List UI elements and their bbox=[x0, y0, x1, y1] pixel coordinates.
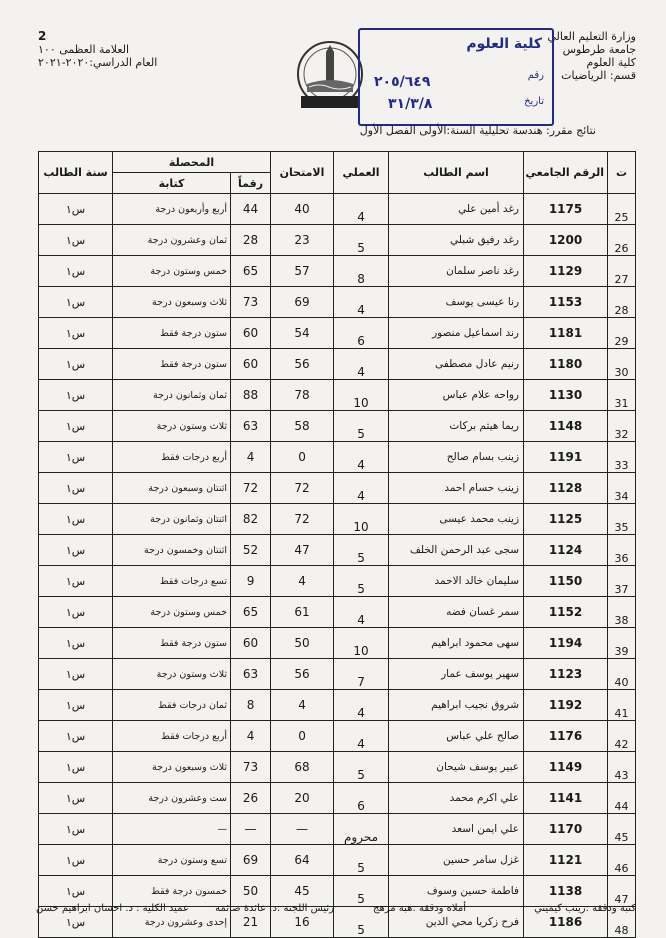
student-year: س١ bbox=[39, 566, 113, 597]
student-name: رغد أمين علي bbox=[389, 194, 524, 225]
col-header-total: المحصلة bbox=[113, 152, 271, 173]
table-row bbox=[39, 659, 636, 690]
exam-mark: 69 bbox=[271, 287, 334, 318]
table-row bbox=[39, 721, 636, 752]
total-mark-words: اثنتان وسبعون درجة bbox=[113, 473, 231, 504]
row-number: 37 bbox=[608, 566, 636, 597]
student-year: س١ bbox=[39, 814, 113, 845]
stamp-date: ٣١/٣/٨ bbox=[388, 96, 433, 112]
exam-mark: 64 bbox=[271, 845, 334, 876]
practical-mark: 4 bbox=[334, 349, 389, 380]
total-mark-words: تسع درجات فقط bbox=[113, 566, 231, 597]
student-name: صالح علي عباس bbox=[389, 721, 524, 752]
row-number: 25 bbox=[608, 194, 636, 225]
practical-mark: 10 bbox=[334, 380, 389, 411]
table-row bbox=[39, 411, 636, 442]
student-name: سهى محمود ابراهيم bbox=[389, 628, 524, 659]
footer-dean: عميد الكلية : د. احسان ابراهيم حسن bbox=[36, 903, 189, 914]
row-number: 27 bbox=[608, 256, 636, 287]
student-id: 1192 bbox=[524, 690, 608, 721]
row-number: 45 bbox=[608, 814, 636, 845]
total-mark-number: 60 bbox=[231, 318, 271, 349]
row-number: 46 bbox=[608, 845, 636, 876]
practical-mark: 4 bbox=[334, 473, 389, 504]
student-id: 1200 bbox=[524, 225, 608, 256]
student-year: س١ bbox=[39, 349, 113, 380]
total-mark-words: ثلاث وسبعون درجة bbox=[113, 287, 231, 318]
total-mark-number: 60 bbox=[231, 349, 271, 380]
practical-mark: 8 bbox=[334, 256, 389, 287]
academic-year: العام الدراسي:٢٠٢٠-٢٠٢١ bbox=[38, 56, 158, 69]
row-number: 26 bbox=[608, 225, 636, 256]
exam-mark: 72 bbox=[271, 504, 334, 535]
student-name: سهير يوسف عمار bbox=[389, 659, 524, 690]
student-name: سليمان خالد الاحمد bbox=[389, 566, 524, 597]
total-mark-words: ستون درجة فقط bbox=[113, 349, 231, 380]
row-number: 47 bbox=[608, 876, 636, 907]
practical-mark: 4 bbox=[334, 442, 389, 473]
registry-stamp bbox=[358, 28, 554, 126]
col-header-id: الرقم الجامعي bbox=[524, 152, 608, 194]
row-number: 39 bbox=[608, 628, 636, 659]
footer-typed-by: كتبه ودققه :زينب كيميني bbox=[534, 903, 636, 914]
student-year: س١ bbox=[39, 535, 113, 566]
stamp-date-label: تاريخ bbox=[524, 96, 544, 107]
exam-mark: — bbox=[271, 814, 334, 845]
practical-mark: 5 bbox=[334, 566, 389, 597]
student-id: 1176 bbox=[524, 721, 608, 752]
table-row bbox=[39, 349, 636, 380]
page-number: 2 bbox=[38, 29, 47, 43]
student-id: 1152 bbox=[524, 597, 608, 628]
exam-mark: 20 bbox=[271, 783, 334, 814]
student-name: سجى عبد الرحمن الخلف bbox=[389, 535, 524, 566]
total-mark-words: ثمان وثمانون درجة bbox=[113, 380, 231, 411]
student-name: فاطمة حسين وسوف bbox=[389, 876, 524, 907]
total-mark-words: ثمان وعشرون درجة bbox=[113, 225, 231, 256]
student-id: 1130 bbox=[524, 380, 608, 411]
table-row bbox=[39, 194, 636, 225]
practical-mark: 4 bbox=[334, 721, 389, 752]
total-mark-words: اثنتان وخمسون درجة bbox=[113, 535, 231, 566]
results-table bbox=[38, 151, 636, 938]
total-mark-number: 9 bbox=[231, 566, 271, 597]
row-number: 36 bbox=[608, 535, 636, 566]
total-mark-words: أربع درجات فقط bbox=[113, 442, 231, 473]
exam-mark: 0 bbox=[271, 442, 334, 473]
row-number: 33 bbox=[608, 442, 636, 473]
max-mark: العلامة العظمى ١٠٠ bbox=[38, 43, 130, 56]
total-mark-words: أربع وأربعون درجة bbox=[113, 194, 231, 225]
student-year: س١ bbox=[39, 411, 113, 442]
row-number: 41 bbox=[608, 690, 636, 721]
student-year: س١ bbox=[39, 907, 113, 938]
student-id: 1186 bbox=[524, 907, 608, 938]
practical-mark: 4 bbox=[334, 194, 389, 225]
exam-mark: 45 bbox=[271, 876, 334, 907]
practical-mark: محروم bbox=[334, 814, 389, 845]
row-number: 48 bbox=[608, 907, 636, 938]
table-row bbox=[39, 876, 636, 907]
total-mark-number: 44 bbox=[231, 194, 271, 225]
course-subtitle: نتائج مقرر: هندسة تحليلية السنة:الأولى الفصل الأول bbox=[359, 124, 596, 137]
table-row bbox=[39, 535, 636, 566]
row-number: 29 bbox=[608, 318, 636, 349]
total-mark-number: 4 bbox=[231, 721, 271, 752]
student-year: س١ bbox=[39, 783, 113, 814]
student-id: 1121 bbox=[524, 845, 608, 876]
practical-mark: 5 bbox=[334, 845, 389, 876]
table-row bbox=[39, 504, 636, 535]
student-year: س١ bbox=[39, 659, 113, 690]
row-number: 40 bbox=[608, 659, 636, 690]
student-id: 1149 bbox=[524, 752, 608, 783]
student-id: 1129 bbox=[524, 256, 608, 287]
col-header-year: سنة الطالب bbox=[39, 152, 113, 194]
student-year: س١ bbox=[39, 628, 113, 659]
student-id: 1128 bbox=[524, 473, 608, 504]
exam-mark: 56 bbox=[271, 659, 334, 690]
student-id: 1181 bbox=[524, 318, 608, 349]
col-header-exam: الامتحان bbox=[271, 152, 334, 194]
col-header-total-words: كتابة bbox=[113, 173, 231, 194]
row-number: 35 bbox=[608, 504, 636, 535]
table-row bbox=[39, 318, 636, 349]
total-mark-number: 88 bbox=[231, 380, 271, 411]
total-mark-number: 73 bbox=[231, 752, 271, 783]
total-mark-number: 26 bbox=[231, 783, 271, 814]
total-mark-words: أربع درجات فقط bbox=[113, 721, 231, 752]
table-header-row bbox=[39, 152, 636, 173]
exam-mark: 50 bbox=[271, 628, 334, 659]
table-row bbox=[39, 845, 636, 876]
student-year: س١ bbox=[39, 752, 113, 783]
table-row bbox=[39, 473, 636, 504]
practical-mark: 5 bbox=[334, 225, 389, 256]
student-id: 1180 bbox=[524, 349, 608, 380]
row-number: 43 bbox=[608, 752, 636, 783]
row-number: 28 bbox=[608, 287, 636, 318]
practical-mark: 10 bbox=[334, 504, 389, 535]
total-mark-number: 4 bbox=[231, 442, 271, 473]
table-row bbox=[39, 380, 636, 411]
table-row bbox=[39, 783, 636, 814]
exam-mark: 4 bbox=[271, 690, 334, 721]
practical-mark: 5 bbox=[334, 535, 389, 566]
table-row bbox=[39, 752, 636, 783]
student-id: 1153 bbox=[524, 287, 608, 318]
student-name: رغد ناصر سلمان bbox=[389, 256, 524, 287]
total-mark-number: 72 bbox=[231, 473, 271, 504]
practical-mark: 5 bbox=[334, 907, 389, 938]
total-mark-words: ستون درجة فقط bbox=[113, 628, 231, 659]
student-id: 1191 bbox=[524, 442, 608, 473]
exam-mark: 57 bbox=[271, 256, 334, 287]
col-header-total-num: رقماً bbox=[231, 173, 271, 194]
row-number: 32 bbox=[608, 411, 636, 442]
student-name: شروق نجيب ابراهيم bbox=[389, 690, 524, 721]
total-mark-number: 65 bbox=[231, 256, 271, 287]
student-name: رغد رفيق شبلي bbox=[389, 225, 524, 256]
total-mark-words: ثلاث وسبعون درجة bbox=[113, 752, 231, 783]
student-name: رنا عيسى يوسف bbox=[389, 287, 524, 318]
student-id: 1123 bbox=[524, 659, 608, 690]
student-name: رنيم عادل مصطفى bbox=[389, 349, 524, 380]
student-name: علي ايمن اسعد bbox=[389, 814, 524, 845]
total-mark-number: 63 bbox=[231, 411, 271, 442]
student-name: ريما هيثم بركات bbox=[389, 411, 524, 442]
ministry-header bbox=[547, 30, 636, 82]
exam-mark: 72 bbox=[271, 473, 334, 504]
table-row bbox=[39, 256, 636, 287]
practical-mark: 7 bbox=[334, 659, 389, 690]
student-year: س١ bbox=[39, 256, 113, 287]
student-id: 1175 bbox=[524, 194, 608, 225]
student-name: زينب بسام صالح bbox=[389, 442, 524, 473]
student-year: س١ bbox=[39, 597, 113, 628]
total-mark-number: 52 bbox=[231, 535, 271, 566]
total-mark-words: خمسون درجة فقط bbox=[113, 876, 231, 907]
exam-mark: 56 bbox=[271, 349, 334, 380]
row-number: 38 bbox=[608, 597, 636, 628]
practical-mark: 4 bbox=[334, 690, 389, 721]
practical-mark: 5 bbox=[334, 876, 389, 907]
student-name: رند اسماعيل منصور bbox=[389, 318, 524, 349]
practical-mark: 6 bbox=[334, 783, 389, 814]
stamp-number: ٢٠٥/٦٤٩ bbox=[374, 74, 431, 90]
exam-mark: 78 bbox=[271, 380, 334, 411]
col-header-practical: العملي bbox=[334, 152, 389, 194]
student-year: س١ bbox=[39, 194, 113, 225]
row-number: 31 bbox=[608, 380, 636, 411]
total-mark-words: ست وعشرون درجة bbox=[113, 783, 231, 814]
total-mark-words: تسع وستون درجة bbox=[113, 845, 231, 876]
student-year: س١ bbox=[39, 473, 113, 504]
total-mark-number: 73 bbox=[231, 287, 271, 318]
exam-mark: 54 bbox=[271, 318, 334, 349]
student-year: س١ bbox=[39, 287, 113, 318]
total-mark-words: اثنتان وثمانون درجة bbox=[113, 504, 231, 535]
results-table-body bbox=[39, 194, 636, 938]
total-mark-number: 28 bbox=[231, 225, 271, 256]
student-id: 1138 bbox=[524, 876, 608, 907]
faculty-name: كلية العلوم bbox=[586, 56, 636, 69]
student-year: س١ bbox=[39, 442, 113, 473]
stamp-number-label: رقم bbox=[527, 70, 544, 81]
practical-mark: 4 bbox=[334, 597, 389, 628]
table-row bbox=[39, 566, 636, 597]
total-mark-words: ستون درجة فقط bbox=[113, 318, 231, 349]
practical-mark: 4 bbox=[334, 287, 389, 318]
student-year: س١ bbox=[39, 504, 113, 535]
student-year: س١ bbox=[39, 876, 113, 907]
total-mark-words: خمس وستون درجة bbox=[113, 256, 231, 287]
stamp-college: كلية العلوم bbox=[466, 36, 542, 52]
table-row bbox=[39, 225, 636, 256]
department-name: قسم: الرياضيات bbox=[561, 69, 636, 82]
col-header-t: ت bbox=[608, 152, 636, 194]
exam-mark: 68 bbox=[271, 752, 334, 783]
student-id: 1150 bbox=[524, 566, 608, 597]
practical-mark: 6 bbox=[334, 318, 389, 349]
student-year: س١ bbox=[39, 845, 113, 876]
table-row bbox=[39, 628, 636, 659]
exam-mark: 23 bbox=[271, 225, 334, 256]
exam-info-header bbox=[38, 30, 157, 69]
exam-mark: 58 bbox=[271, 411, 334, 442]
col-header-name: اسم الطالب bbox=[389, 152, 524, 194]
student-year: س١ bbox=[39, 380, 113, 411]
student-year: س١ bbox=[39, 318, 113, 349]
practical-mark: 5 bbox=[334, 411, 389, 442]
table-row bbox=[39, 690, 636, 721]
exam-mark: 0 bbox=[271, 721, 334, 752]
table-row bbox=[39, 442, 636, 473]
total-mark-number: 63 bbox=[231, 659, 271, 690]
footer-dictated-by: أملاه ودققه :هبه مرهج bbox=[373, 903, 466, 914]
university-name: جامعة طرطوس bbox=[562, 43, 636, 56]
total-mark-words: ثمان درجات فقط bbox=[113, 690, 231, 721]
total-mark-words: — bbox=[113, 814, 231, 845]
footer-committee-head: رئيس اللجنة :د. عائدة صائمة bbox=[215, 903, 334, 914]
total-mark-number: 82 bbox=[231, 504, 271, 535]
student-id: 1125 bbox=[524, 504, 608, 535]
exam-mark: 4 bbox=[271, 566, 334, 597]
student-name: سمر غسان فضه bbox=[389, 597, 524, 628]
student-id: 1124 bbox=[524, 535, 608, 566]
practical-mark: 10 bbox=[334, 628, 389, 659]
student-year: س١ bbox=[39, 721, 113, 752]
total-mark-words: إحدى وعشرون درجة bbox=[113, 907, 231, 938]
student-name: رواحه علام عباس bbox=[389, 380, 524, 411]
exam-mark: 16 bbox=[271, 907, 334, 938]
total-mark-number: 60 bbox=[231, 628, 271, 659]
row-number: 44 bbox=[608, 783, 636, 814]
table-row bbox=[39, 287, 636, 318]
table-row bbox=[39, 597, 636, 628]
student-id: 1141 bbox=[524, 783, 608, 814]
row-number: 34 bbox=[608, 473, 636, 504]
row-number: 30 bbox=[608, 349, 636, 380]
student-id: 1170 bbox=[524, 814, 608, 845]
total-mark-number: 8 bbox=[231, 690, 271, 721]
total-mark-number: 69 bbox=[231, 845, 271, 876]
total-mark-number: 65 bbox=[231, 597, 271, 628]
total-mark-words: ثلاث وستون درجة bbox=[113, 411, 231, 442]
exam-mark: 61 bbox=[271, 597, 334, 628]
student-name: عبير يوسف شيحان bbox=[389, 752, 524, 783]
exam-mark: 47 bbox=[271, 535, 334, 566]
student-name: علي اكرم محمد bbox=[389, 783, 524, 814]
student-name: زينب حسام احمد bbox=[389, 473, 524, 504]
student-name: زينب محمد عيسى bbox=[389, 504, 524, 535]
row-number: 42 bbox=[608, 721, 636, 752]
exam-mark: 40 bbox=[271, 194, 334, 225]
student-name: غزل سامر حسين bbox=[389, 845, 524, 876]
total-mark-number: 21 bbox=[231, 907, 271, 938]
student-id: 1148 bbox=[524, 411, 608, 442]
total-mark-number: 50 bbox=[231, 876, 271, 907]
total-mark-number: — bbox=[231, 814, 271, 845]
practical-mark: 5 bbox=[334, 752, 389, 783]
ministry-name: وزارة التعليم العالي bbox=[547, 30, 636, 43]
student-year: س١ bbox=[39, 225, 113, 256]
total-mark-words: خمس وستون درجة bbox=[113, 597, 231, 628]
student-year: س١ bbox=[39, 690, 113, 721]
student-name: فرح زكريا محي الدين bbox=[389, 907, 524, 938]
total-mark-words: ثلاث وستون درجة bbox=[113, 659, 231, 690]
university-logo-icon bbox=[295, 40, 365, 112]
student-id: 1194 bbox=[524, 628, 608, 659]
table-row bbox=[39, 814, 636, 845]
